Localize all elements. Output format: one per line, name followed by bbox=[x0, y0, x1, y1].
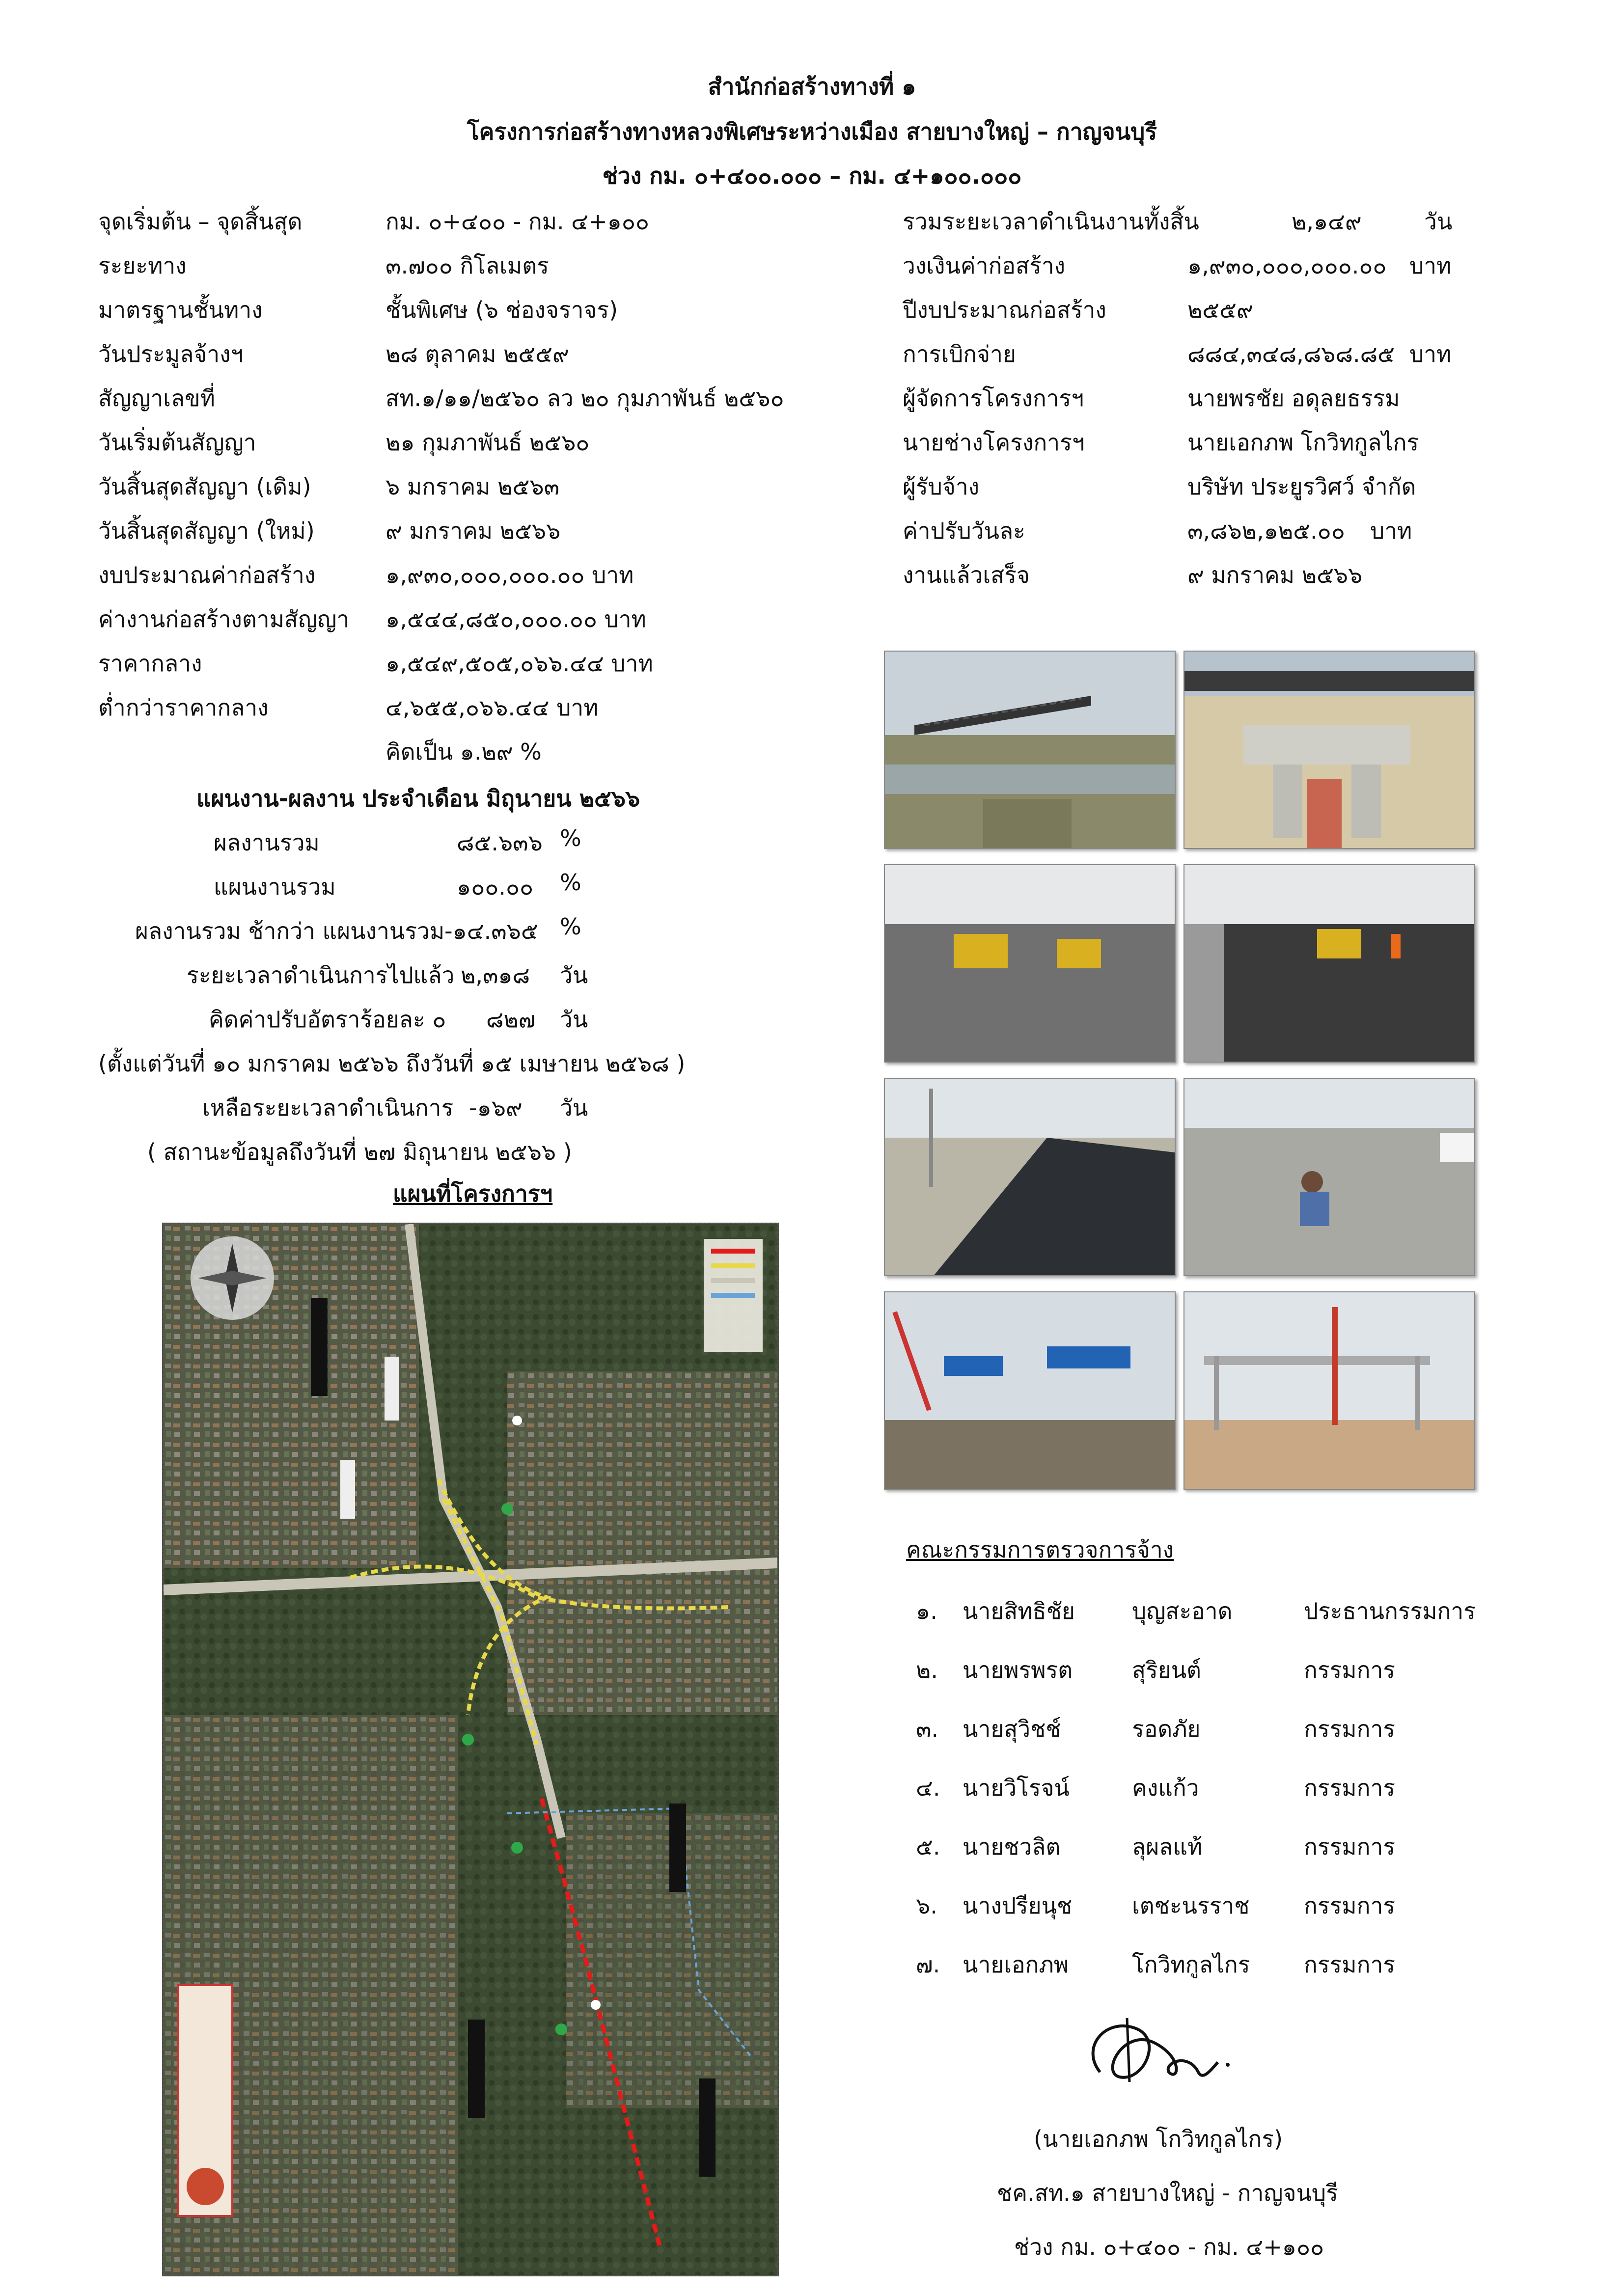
member-role: กรรมการ bbox=[1304, 1775, 1395, 1801]
info-value: ๓,๘๖๒,๑๒๕.๐๐ bbox=[1187, 518, 1345, 544]
info-value: กม. ๐+๔๐๐ - กม. ๔+๑๐๐ bbox=[385, 208, 649, 235]
member-last-name: โกวิทกูลไกร bbox=[1132, 1951, 1250, 1978]
member-role: กรรมการ bbox=[1304, 1833, 1395, 1860]
member-no: ๗. bbox=[916, 1951, 940, 1978]
signer-name: (นายเอกภพ โกวิทกูลไกร) bbox=[1034, 2126, 1283, 2152]
status-note: ( สถานะข้อมูลถึงวันที่ ๒๗ มิถุนายน ๒๕๖๖ ) bbox=[147, 1139, 572, 1165]
progress-label: ระยะเวลาดำเนินการไปแล้ว bbox=[187, 962, 455, 988]
info-value: นายพรชัย อดุลยธรรม bbox=[1187, 385, 1400, 411]
member-no: ๓. bbox=[916, 1716, 939, 1742]
project-title: โครงการก่อสร้างทางหลวงพิเศษระหว่างเมือง สายบางใหญ่ – กาญจนบุรี bbox=[467, 118, 1157, 145]
info-value: นายเอกภพ โกวิทกูลไกร bbox=[1187, 429, 1419, 456]
member-last-name: รอดภัย bbox=[1132, 1716, 1201, 1742]
info-value: ๑,๕๔๙,๕๐๕,๐๖๖.๔๔ บาท bbox=[385, 650, 653, 677]
info-value: บริษัท ประยูรวิศว์ จำกัด bbox=[1187, 473, 1416, 500]
info-row: ค่างานก่อสร้างตามสัญญา bbox=[98, 606, 350, 632]
info-value: ๖ มกราคม ๒๕๖๓ bbox=[385, 473, 560, 500]
info-row: งานแล้วเสร็จ bbox=[903, 562, 1030, 588]
progress-value: ๘๕.๖๓๖ bbox=[457, 829, 543, 856]
progress-label: แผนงานรวม bbox=[214, 874, 336, 900]
info-value: ๘๘๔,๓๔๘,๘๖๘.๘๕ bbox=[1187, 341, 1395, 367]
member-role: กรรมการ bbox=[1304, 1657, 1395, 1683]
photo-pier bbox=[1184, 651, 1475, 849]
asphalt-photo-graphic bbox=[885, 1079, 1175, 1275]
member-first-name: นายวิโรจน์ bbox=[963, 1775, 1070, 1801]
member-no: ๔. bbox=[916, 1775, 940, 1801]
info-unit: วัน bbox=[1424, 208, 1453, 235]
section-title: ช่วง กม. ๐+๔๐๐.๐๐๐ – กม. ๔+๑๐๐.๐๐๐ bbox=[602, 163, 1022, 189]
info-row: ค่าปรับวันละ bbox=[903, 518, 1025, 544]
member-first-name: นายสุวิชช์ bbox=[963, 1716, 1061, 1742]
office-title: สำนักก่อสร้างทางที่ ๑ bbox=[708, 73, 916, 100]
info-value: ๓.๗๐๐ กิโลเมตร bbox=[385, 252, 549, 279]
info-row: ผู้รับจ้าง bbox=[903, 473, 980, 500]
info-value: สท.๑/๑๑/๒๕๖๐ ลว ๒๐ กุมภาพันธ์ ๒๕๖๐ bbox=[385, 385, 784, 411]
photo-asphalt bbox=[884, 1078, 1176, 1276]
info-row: ผู้จัดการโครงการฯ bbox=[903, 385, 1084, 411]
progress-title: แผนงาน-ผลงาน ประจำเดือน มิถุนายน ๒๕๖๖ bbox=[196, 785, 640, 812]
info-row: ราคากลาง bbox=[98, 650, 202, 677]
info-row: วันสิ้นสุดสัญญา (ใหม่) bbox=[98, 518, 315, 544]
signer-section: ช่วง กม. ๐+๔๐๐ - กม. ๔+๑๐๐ bbox=[1014, 2234, 1324, 2260]
progress-label: คิดค่าปรับอัตราร้อยละ ๐ bbox=[209, 1006, 446, 1033]
progress-unit: % bbox=[560, 913, 581, 940]
info-value: ๙ มกราคม ๒๕๖๖ bbox=[1187, 562, 1363, 588]
info-row: วงเงินค่าก่อสร้าง bbox=[903, 252, 1066, 279]
info-value: ๒๕๕๙ bbox=[1187, 297, 1253, 323]
info-row: ต่ำกว่าราคากลาง bbox=[98, 694, 269, 721]
signer-position: ชค.สท.๑ สายบางใหญ่ - กาญจนบุรี bbox=[997, 2180, 1338, 2206]
info-row: วันเริ่มต้นสัญญา bbox=[98, 429, 256, 456]
info-value: ๙ มกราคม ๒๕๖๖ bbox=[385, 518, 561, 544]
info-row: วันสิ้นสุดสัญญา (เดิม) bbox=[98, 473, 311, 500]
remaining-label: เหลือระยะเวลาดำเนินการ bbox=[202, 1094, 454, 1121]
member-first-name: นายเอกภพ bbox=[963, 1951, 1069, 1978]
info-value: ๔,๖๕๕,๐๖๖.๔๔ บาท bbox=[385, 694, 599, 721]
info-row: ระยะทาง bbox=[98, 252, 187, 279]
remaining-value: -๑๖๙ bbox=[469, 1094, 523, 1121]
pier-photo-graphic bbox=[1184, 652, 1474, 848]
info-value: ๑,๙๓๐,๐๐๐,๐๐๐.๐๐ บาท bbox=[385, 562, 634, 588]
gantry-frame-photo-graphic bbox=[1184, 1292, 1474, 1489]
member-role: กรรมการ bbox=[1304, 1951, 1395, 1978]
member-first-name: นางปรียนุช bbox=[963, 1892, 1073, 1919]
info-value: ๒๑ กุมภาพันธ์ ๒๕๖๐ bbox=[385, 429, 590, 456]
member-role: กรรมการ bbox=[1304, 1892, 1395, 1919]
info-value: ๒๘ ตุลาคม ๒๕๕๙ bbox=[385, 341, 569, 367]
info-value: ชั้นพิเศษ (๖ ช่องจราจร) bbox=[385, 297, 618, 323]
info-unit: บาท bbox=[1370, 518, 1412, 544]
paver-photo-graphic bbox=[1184, 865, 1474, 1062]
member-role: ประธานกรรมการ bbox=[1304, 1598, 1476, 1624]
info-row: การเบิกจ่าย bbox=[903, 341, 1016, 367]
member-no: ๒. bbox=[916, 1657, 938, 1683]
info-row: งบประมาณค่าก่อสร้าง bbox=[98, 562, 316, 588]
photo-inspection bbox=[1184, 1078, 1475, 1276]
project-map bbox=[162, 1223, 779, 2276]
member-first-name: นายชวลิต bbox=[963, 1833, 1061, 1860]
photo-gantry-frame bbox=[1184, 1291, 1475, 1490]
photo-rollers bbox=[884, 864, 1176, 1063]
progress-label: ผลงานรวม bbox=[214, 829, 320, 856]
photo-paver bbox=[1184, 864, 1475, 1063]
progress-value: -๑๔.๓๖๕ bbox=[444, 918, 538, 944]
info-value: ๑,๙๓๐,๐๐๐,๐๐๐.๐๐ bbox=[1187, 252, 1387, 279]
member-first-name: นายพรพรต bbox=[963, 1657, 1073, 1683]
member-role: กรรมการ bbox=[1304, 1716, 1395, 1742]
committee-title: คณะกรรมการตรวจการจ้าง bbox=[906, 1536, 1174, 1563]
info-row: รวมระยะเวลาดำเนินงานทั้งสิ้น bbox=[903, 208, 1199, 235]
progress-unit: วัน bbox=[560, 962, 588, 988]
progress-unit: % bbox=[560, 825, 581, 851]
member-last-name: คงแก้ว bbox=[1132, 1775, 1199, 1801]
rollers-photo-graphic bbox=[885, 865, 1175, 1062]
info-value: ๑,๕๔๔,๘๕๐,๐๐๐.๐๐ บาท bbox=[385, 606, 646, 632]
progress-unit: % bbox=[560, 869, 581, 896]
signature-graphic bbox=[1071, 1998, 1238, 2102]
info-row: มาตรฐานชั้นทาง bbox=[98, 297, 263, 323]
info-unit: บาท bbox=[1409, 252, 1452, 279]
photo-sign-gantry bbox=[884, 1291, 1176, 1490]
remaining-unit: วัน bbox=[560, 1094, 588, 1121]
member-last-name: สุริยนต์ bbox=[1132, 1657, 1202, 1683]
info-unit: บาท bbox=[1409, 341, 1452, 367]
info-row: ปีงบประมาณก่อสร้าง bbox=[903, 297, 1106, 323]
progress-label: ผลงานรวม ช้ากว่า แผนงานรวม bbox=[135, 918, 445, 944]
progress-unit: วัน bbox=[560, 1006, 588, 1033]
member-no: ๑. bbox=[916, 1598, 937, 1624]
bridge-photo-graphic bbox=[885, 652, 1175, 848]
progress-value: ๘๒๗ bbox=[486, 1006, 536, 1033]
progress-value: ๑๐๐.๐๐ bbox=[457, 874, 534, 900]
map-graphic bbox=[164, 1224, 777, 2275]
info-row: นายช่างโครงการฯ bbox=[903, 429, 1085, 456]
member-last-name: ลุผลแท้ bbox=[1132, 1833, 1203, 1860]
member-last-name: บุญสะอาด bbox=[1132, 1598, 1233, 1624]
info-row: สัญญาเลขที่ bbox=[98, 385, 215, 411]
photo-bridge bbox=[884, 651, 1176, 849]
info-value: คิดเป็น ๑.๒๙ % bbox=[385, 738, 542, 765]
member-no: ๕. bbox=[916, 1833, 940, 1860]
member-no: ๖. bbox=[916, 1892, 937, 1919]
member-first-name: นายสิทธิชัย bbox=[963, 1598, 1075, 1624]
inspection-photo-graphic bbox=[1184, 1079, 1474, 1275]
map-title: แผนที่โครงการฯ bbox=[393, 1180, 553, 1207]
sign-gantry-photo-graphic bbox=[885, 1292, 1175, 1489]
member-last-name: เตชะนรราช bbox=[1132, 1892, 1250, 1919]
info-row: จุดเริ่มต้น – จุดสิ้นสุด bbox=[98, 208, 303, 235]
info-value: ๒,๑๔๙ bbox=[1292, 208, 1362, 235]
info-row: วันประมูลจ้างฯ bbox=[98, 341, 244, 367]
period-note: (ตั้งแต่วันที่ ๑๐ มกราคม ๒๕๖๖ ถึงวันที่ ๑๕ เมษายน ๒๕๖๘ ) bbox=[98, 1050, 686, 1077]
progress-value: ๒,๓๑๘ bbox=[461, 962, 530, 988]
